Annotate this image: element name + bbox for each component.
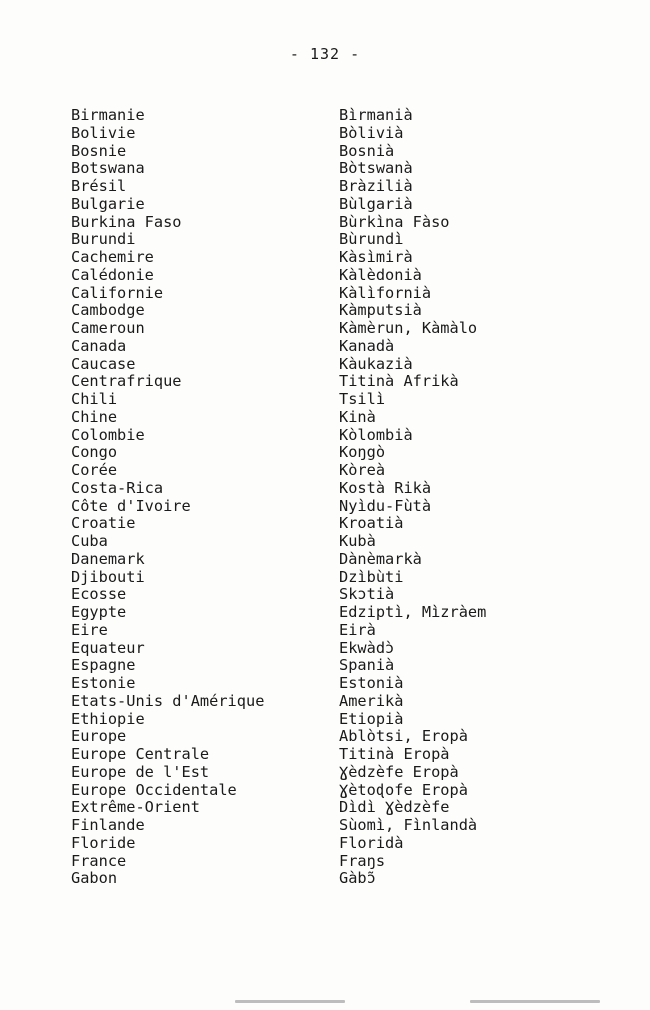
country-name-french: Ethiopie — [71, 709, 145, 728]
country-name-french: Burundi — [71, 230, 136, 249]
country-name-translation: Floridà — [339, 833, 404, 852]
country-name-french: Cachemire — [71, 248, 154, 266]
country-name-french: Colombie — [71, 425, 145, 444]
country-name-translation: Kostà Rikà — [339, 478, 432, 497]
country-name-translation: Bòtswanà — [339, 159, 413, 178]
country-name-french: Bolivie — [71, 123, 136, 142]
country-name-translation: Bràzilià — [339, 177, 413, 195]
french-names-column — [71, 107, 264, 888]
country-name-translation: Bùlgarià — [339, 194, 413, 213]
country-name-translation: Skɔtià — [339, 585, 395, 604]
country-name-french: Caucase — [71, 354, 136, 373]
country-name-french: Espagne — [71, 656, 136, 675]
country-name-translation: Kàmputsià — [339, 301, 422, 320]
country-name-translation: Nyìdu-Fùtà — [339, 496, 432, 515]
country-name-translation: Gàbɔ̃ — [339, 869, 376, 888]
country-name-french: Europe Occidentale — [71, 780, 237, 799]
country-name-translation: Bìrmanià — [339, 106, 413, 124]
country-name-translation: Kinà — [339, 407, 376, 426]
country-name-french: Centrafrique — [71, 372, 182, 391]
country-name-french: Corée — [71, 461, 118, 479]
country-name-french: Europe de l'Est — [71, 762, 210, 781]
country-name-translation: Bùrundì — [339, 230, 404, 249]
page-number: - 132 - — [289, 45, 361, 63]
country-name-translation: Fraŋs — [339, 851, 386, 870]
country-name-translation: Titinà Eropà — [339, 745, 450, 763]
country-name-translation: Kàsìmirà — [339, 248, 413, 266]
country-name-french: Ecosse — [71, 585, 127, 604]
country-name-translation: Koŋgò — [339, 443, 386, 462]
country-name-french: Floride — [71, 833, 136, 852]
country-name-translation: Sùomì, Fìnlandà — [339, 816, 478, 834]
country-name-french: Finlande — [71, 816, 145, 834]
country-name-french: Bosnie — [71, 141, 127, 160]
country-name-translation: Estonià — [339, 674, 404, 692]
country-name-french: Cambodge — [71, 301, 145, 320]
country-name-french: Chili — [71, 390, 118, 408]
country-name-french: Costa-Rica — [71, 478, 164, 497]
country-name-french: Brésil — [71, 177, 127, 195]
country-name-translation: Bùrkìna Fàso — [339, 212, 450, 231]
country-name-french: Birmanie — [71, 106, 145, 124]
country-name-translation: Dànèmarkà — [339, 549, 422, 568]
scan-speck — [470, 1000, 600, 1003]
country-name-translation: Kàlìfornià — [339, 283, 432, 302]
country-name-french: Djibouti — [71, 567, 145, 586]
country-name-translation: Dìdì Ɣèdzèfe — [339, 798, 450, 817]
country-name-translation: Kàukazià — [339, 354, 413, 373]
country-name-french: Extrême-Orient — [71, 798, 200, 817]
country-name-translation: Titinà Afrikà — [339, 372, 459, 391]
country-name-french: Californie — [71, 283, 164, 302]
country-name-french: Danemark — [71, 549, 145, 568]
country-name-french: Côte d'Ivoire — [71, 496, 191, 515]
country-name-french: Chine — [71, 407, 118, 426]
country-name-french: Egypte — [71, 603, 127, 621]
country-name-translation: Bòlivià — [339, 123, 404, 142]
country-name-translation: Ablòtsi, Eropà — [339, 727, 468, 746]
translated-names-column — [339, 107, 486, 888]
country-name-translation: Tsilì — [339, 390, 386, 408]
country-name-french: Bulgarie — [71, 194, 145, 213]
country-name-translation: Kubà — [339, 532, 376, 550]
country-name-french: Botswana — [71, 159, 145, 178]
country-name-translation: Kàlèdonià — [339, 265, 422, 284]
country-name-translation: Ɣèdzèfe Eropà — [339, 762, 459, 781]
country-name-translation: Kòreà — [339, 461, 386, 479]
country-name-french: Cameroun — [71, 319, 145, 337]
country-name-french: Equateur — [71, 638, 145, 657]
country-name-french: Calédonie — [71, 265, 154, 284]
country-name-french: Burkina Faso — [71, 212, 182, 231]
country-name-translation: Dzìbùti — [339, 567, 404, 586]
country-name-french: Europe — [71, 727, 127, 746]
country-name-translation: Kroatià — [339, 514, 404, 533]
country-name-french: Europe Centrale — [71, 745, 210, 763]
country-name-translation: Spanià — [339, 656, 395, 675]
country-name-translation: Ɣètoɖofe Eropà — [339, 780, 468, 799]
country-name-translation: Edziptì, Mìzràem — [339, 603, 487, 621]
country-name-translation: Ekwàdɔ̀ — [339, 638, 395, 657]
country-name-french: France — [71, 851, 127, 870]
country-name-translation: Kàmèrun, Kàmàlo — [339, 319, 478, 337]
country-name-french: Etats-Unis d'Amérique — [71, 691, 265, 710]
country-name-translation: Kanadà — [339, 336, 395, 355]
scan-speck — [235, 1000, 345, 1003]
country-name-translation: Bosnià — [339, 141, 395, 160]
country-name-french: Estonie — [71, 674, 136, 692]
country-name-translation: Amerikà — [339, 691, 404, 710]
country-name-french: Eire — [71, 620, 108, 639]
country-name-french: Canada — [71, 336, 127, 355]
country-name-french: Gabon — [71, 869, 118, 888]
country-name-french: Congo — [71, 443, 118, 462]
country-name-french: Croatie — [71, 514, 136, 533]
country-name-translation: Kòlombià — [339, 425, 413, 444]
country-name-french: Cuba — [71, 532, 108, 550]
country-name-translation: Etiopià — [339, 709, 404, 728]
country-name-translation: Eirà — [339, 620, 376, 639]
